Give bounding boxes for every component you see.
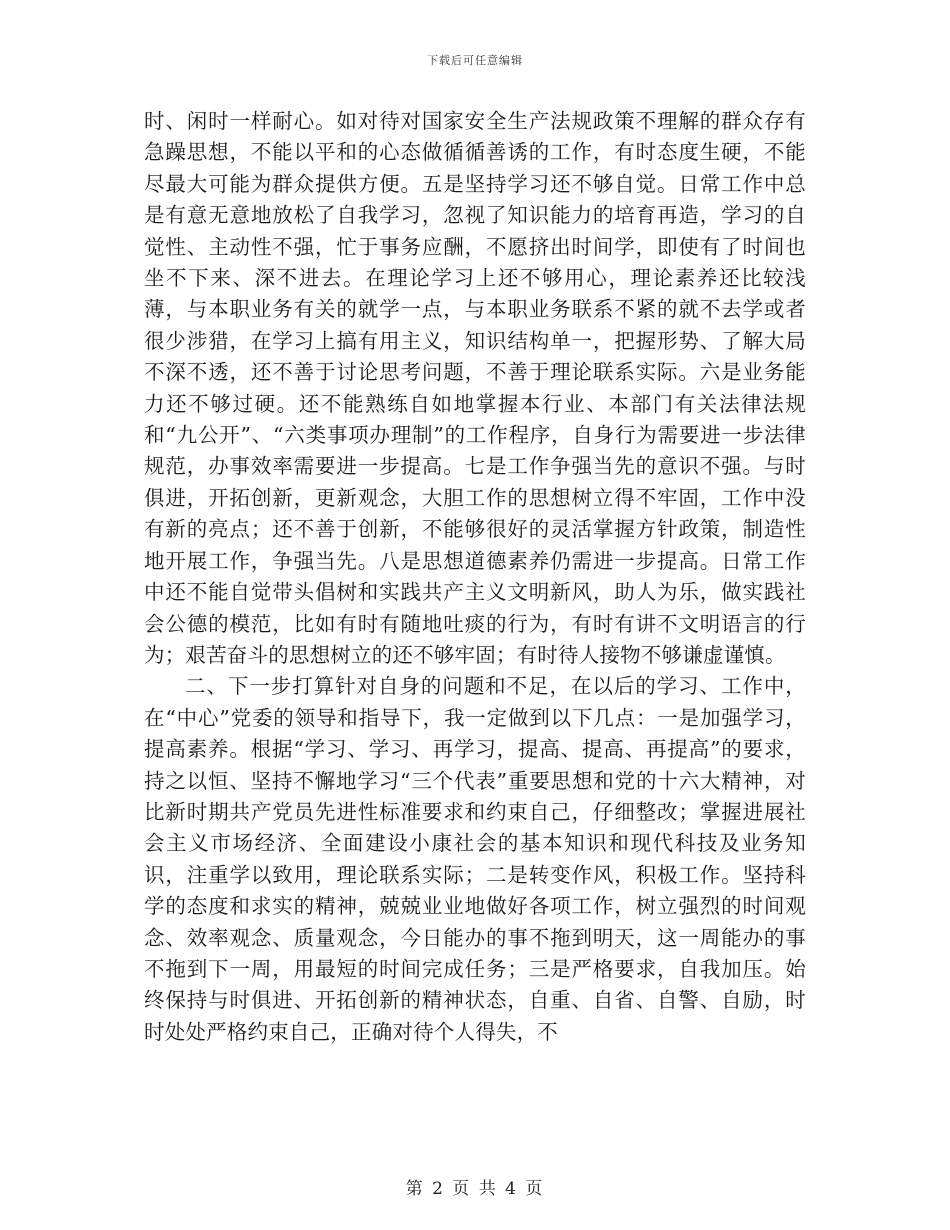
paragraph-next-steps: 二、下一步打算针对自身的问题和不足，在以后的学习、工作中，在“中心”党委的领导和指导下，我一定做到以下几点：一是加强学习，提高素养。根据“学习、学习、再学习，提高、提高、再提高”的要求，持之以恒、坚持不懈地学习“三个代表”重要思想和党的十六大精神，对比新时期共产党员先进性标准要求和约束自己，仔细整改；掌握进展社会主义市场经济、全面建设小康社会的基本知识和现代科技及业务知识，注重学以致用，理论联系实际；二是转变作风，积极工作。坚持科学的态度和求实的精神，兢兢业业地做好各项工作，树立强烈的时间观念、效率观念、质量观念，今日能办的事不拖到明天，这一周能办的事不拖到下一周，用最短的时间完成任务；三是严格要求，自我加压。始终保持与时俱进、开拓创新的精神状态，自重、自省、自警、自励，时时处处严格约束自己，正确对待个人得失，不 bbox=[144, 674, 806, 1044]
document-body bbox=[144, 106, 806, 1048]
page-number-footer: 第 2 页 共 4 页 bbox=[405, 1179, 545, 1199]
paragraph-continuation: 时、闲时一样耐心。如对待对国家安全生产法规政策不理解的群众存有急躁思想，不能以平和的心态做循循善诱的工作，有时态度生硬，不能尽最大可能为群众提供方便。五是坚持学习还不够自觉。日常工作中总是有意无意地放松了自我学习，忽视了知识能力的培育再造，学习的自觉性、主动性不强，忙于事务应酬，不愿挤出时间学，即使有了时间也坐不下来、深不进去。在理论学习上还不够用心，理论素养还比较浅薄，与本职业务有关的就学一点，与本职业务联系不紧的就不去学或者很少涉猎，在学习上搞有用主义，知识结构单一，把握形势、了解大局不深不透，还不善于讨论思考问题，不善于理论联系实际。六是业务能力还不够过硬。还不能熟练自如地掌握本行业、本部门有关法律法规和“九公开”、“六类事项办理制”的工作程序，自身行为需要进一步法律规范，办事效率需要进一步提高。七是工作争强当先的意识不强。与时俱进，开拓创新，更新观念，大胆工作的思想树立得不牢固，工作中没有新的亮点；还不善于创新，不能够很好的灵活掌握方针政策，制造性地开展工作，争强当先。八是思想道德素养仍需进一步提高。日常工作中还不能自觉带头倡树和实践共产主义文明新风，助人为乐，做实践社会公德的模范，比如有时有随地吐痰的行为，有时有讲不文明语言的行为；艰苦奋斗的思想树立的还不够牢固；有时待人接物不够谦虚谨慎。 bbox=[144, 109, 806, 667]
page-header: 下载后可任意编辑 bbox=[427, 54, 523, 67]
